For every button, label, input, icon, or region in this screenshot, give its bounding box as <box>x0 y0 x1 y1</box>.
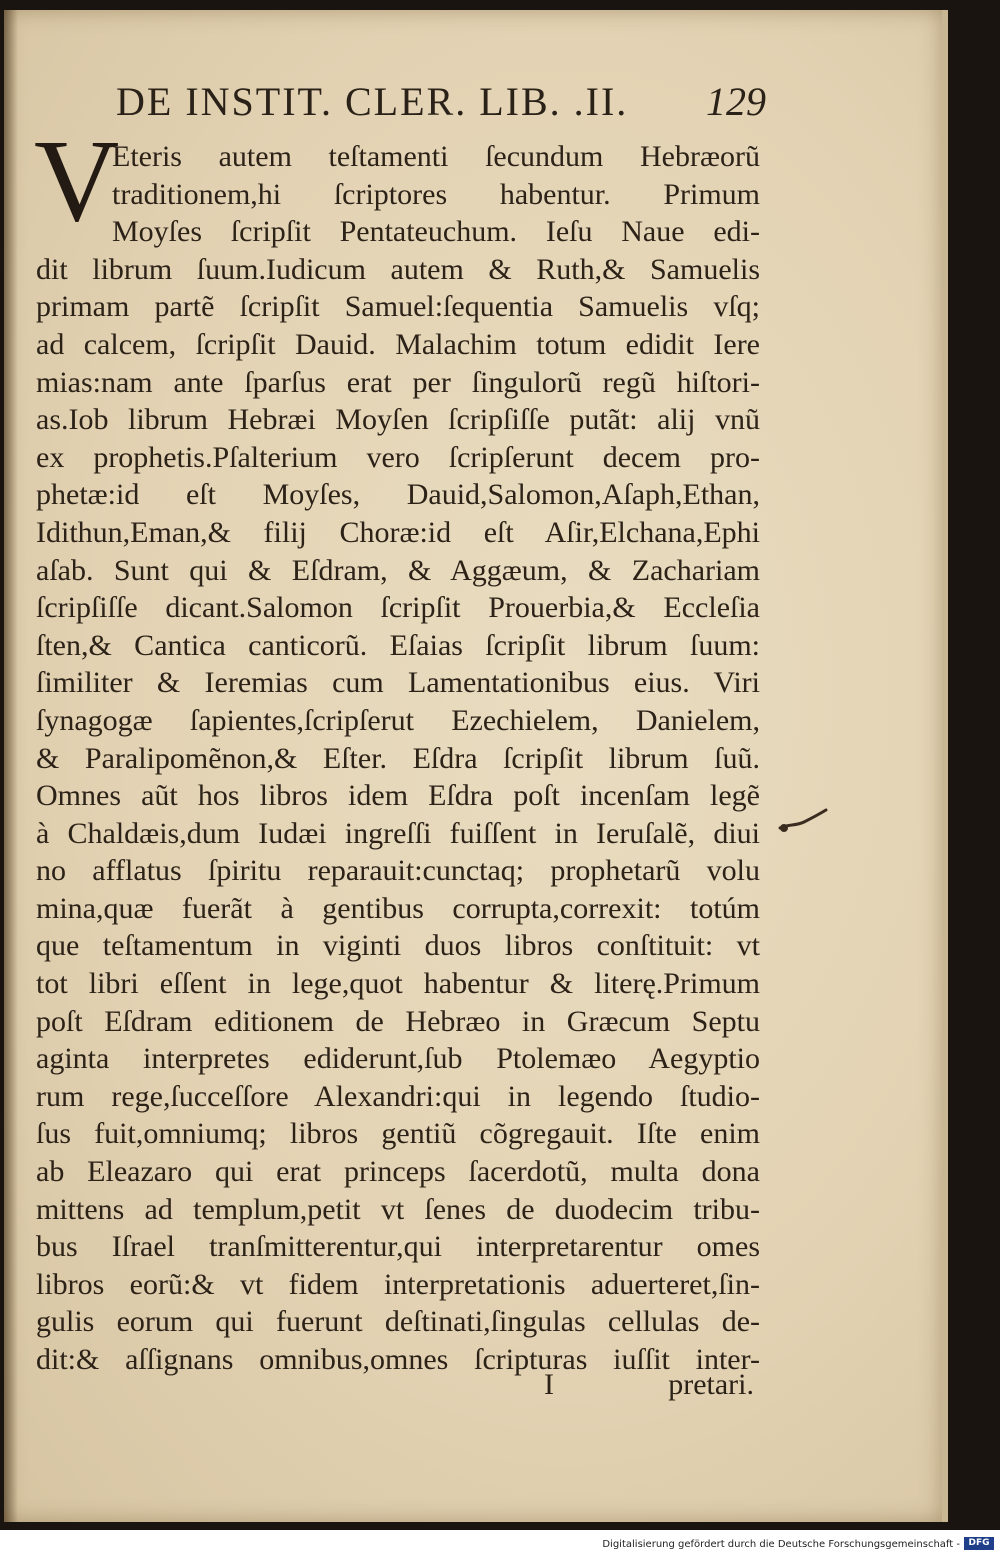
text-line: ad calcem, ſcripſit Dauid. Malachim totum edidit Iere <box>36 327 760 361</box>
text-line: gulis eorum qui fuerunt deſtinati,ſingulas cellulas de- <box>36 1305 760 1339</box>
text-line: as.Iob librum Hebræi Moyſen ſcripſiſſe putãt: alij vnũ <box>36 403 760 437</box>
running-head <box>116 78 776 125</box>
digitization-credit: Digitalisierung gefördert durch die Deutsche Forschungsgemeinschaft - <box>602 1539 960 1550</box>
text-line: bus Iſrael tranſmitterentur,qui interpretarentur omes <box>36 1230 760 1264</box>
text-line: mina,quæ fuerãt à gentibus corrupta,correxit: totúm <box>36 891 760 925</box>
running-head-title: DE INSTIT. CLER. LIB. .II. <box>116 79 629 124</box>
text-line: libros eorũ:& vt fidem interpretationis aduerteret,ſin- <box>36 1267 760 1301</box>
text-line: ſten,& Cantica canticorũ. Eſaias ſcripſit librum ſuum: <box>36 628 760 662</box>
text-body <box>36 138 760 1379</box>
text-line: primam partẽ ſcripſit Samuel:ſequentia Samuelis vſq; <box>36 290 760 324</box>
text-line: rum rege,ſucceſſore Alexandri:qui in legendo ſtudio- <box>36 1079 760 1113</box>
text-line: mias:nam ante ſparſus erat per ſingulorũ regũ hiſtori- <box>36 365 760 399</box>
text-line: no afflatus ſpiritu reparauit:cunctaq; prophetarũ volu <box>36 854 760 888</box>
text-line: Omnes aũt hos libros idem Eſdra poſt incenſam legẽ <box>36 779 760 813</box>
book-page <box>4 10 948 1522</box>
drop-initial: V <box>34 115 120 246</box>
text-line: phetæ:id eſt Moyſes, Dauid,Salomon,Aſaph,Ethan, <box>36 478 760 512</box>
text-line: ſimiliter & Ieremias cum Lamentationibus eius. Viri <box>36 666 760 700</box>
catchword: pretari. <box>668 1368 754 1401</box>
text-line: & Paralipomẽnon,& Eſter. Eſdra ſcripſit librum ſuũ. <box>36 741 760 775</box>
text-line: aſab. Sunt qui & Eſdram, & Aggæum, & Zachariam <box>36 553 760 587</box>
text-line: que teſtamentum in viginti duos libros conſtituit: vt <box>36 929 760 963</box>
text-line: ſus fuit,omniumq; libros gentiũ cõgregauit. Iſte enim <box>36 1117 760 1151</box>
text-line: ab Eleazaro qui erat princeps ſacerdotũ, multa dona <box>36 1155 760 1189</box>
text-line: Moyſes ſcripſit Pentateuchum. Ieſu Naue edi- <box>112 215 760 249</box>
text-line: tot libri eſſent in lege,quot habentur & literę.Primum <box>36 967 760 1001</box>
text-line: mittens ad templum,petit vt ſenes de duodecim tribu- <box>36 1192 760 1226</box>
text-line: à Chaldæis,dum Iudæi ingreſſi fuiſſent in Ieruſalẽ, diui <box>36 816 760 850</box>
signature-mark: I <box>544 1368 554 1401</box>
text-line: dit:& aſſignans omnibus,omnes ſcripturas iuſſit inter- <box>36 1343 760 1376</box>
text-line: ex prophetis.Pſalterium vero ſcripſerunt decem pro- <box>36 440 760 474</box>
marginal-hand-mark-icon <box>778 806 830 836</box>
text-line: ſcripſiſſe dicant.Salomon ſcripſit Prouerbia,& Eccleſia <box>36 591 760 625</box>
text-line: Idithun,Eman,& filij Choræ:id eſt Aſir,Elchana,Ephi <box>36 515 760 549</box>
text-line: aginta interpretes ediderunt,ſub Ptolemæo Aegyptio <box>36 1042 760 1076</box>
text-line: dit librum ſuum.Iudicum autem & Ruth,& Samuelis <box>36 252 760 286</box>
gutter-shadow <box>4 10 18 1522</box>
folio-number: 129 <box>706 79 766 124</box>
text-line: Eteris autem teſtamenti ſecundum Hebræorũ <box>112 140 760 173</box>
dfg-logo: DFG <box>964 1537 994 1550</box>
text-line: traditionem,hi ſcriptores habentur. Primum <box>112 177 760 211</box>
text-line: ſynagogæ ſapientes,ſcripſerut Ezechielem, Danielem, <box>36 703 760 737</box>
text-line: poſt Eſdram editionem de Hebræo in Græcum Septu <box>36 1004 760 1038</box>
